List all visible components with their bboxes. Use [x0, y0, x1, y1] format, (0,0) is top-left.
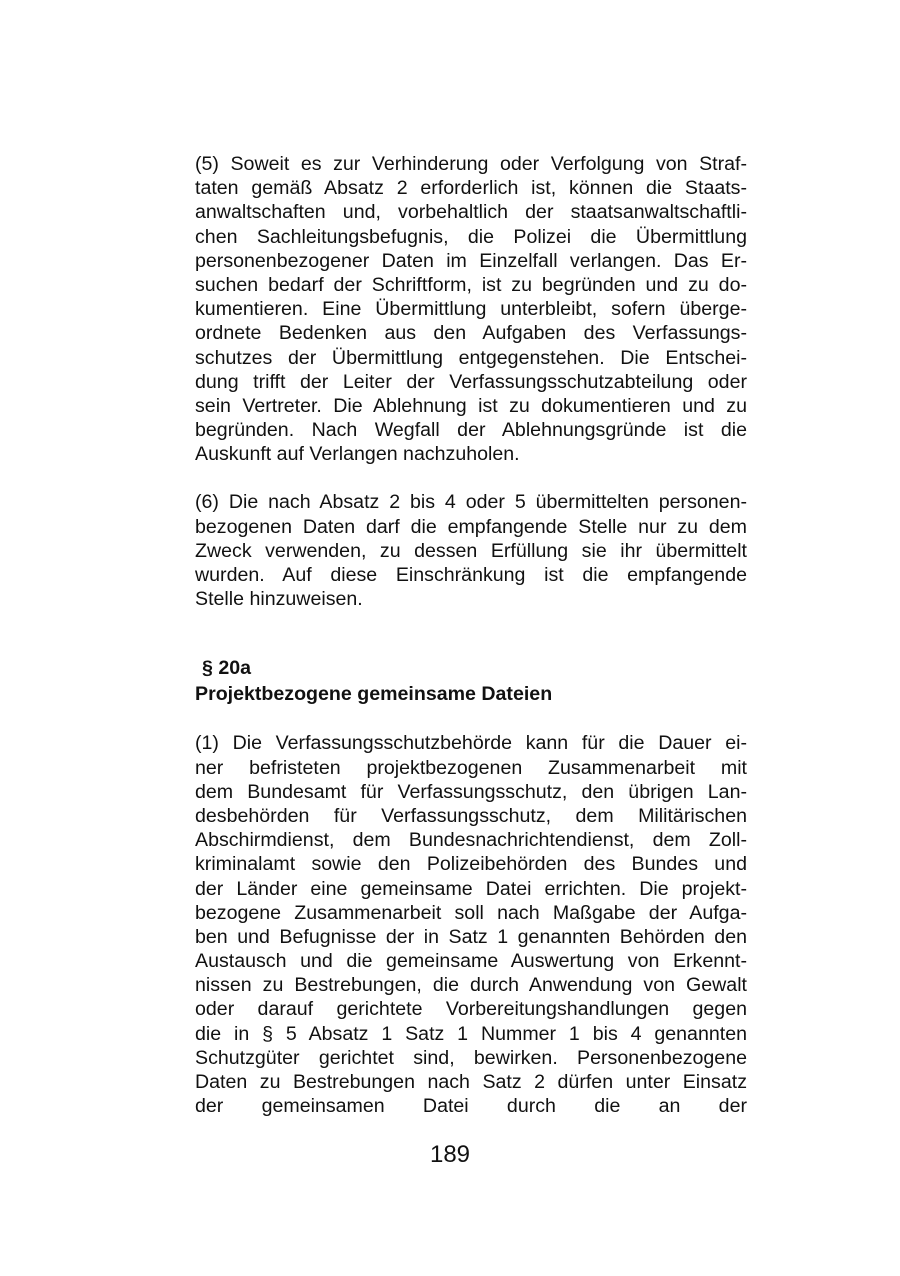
- text-line: ner befristeten projektbezogenen Zusammenarbeit mit: [195, 756, 747, 779]
- text-line: (5) Soweit es zur Verhinderung oder Verfolgung von Straf-: [195, 153, 747, 175]
- text-line: Auskunft auf Verlangen nachzuholen.: [195, 443, 520, 466]
- text-line: Daten zu Bestrebungen nach Satz 2 dürfen unter Einsatz: [195, 1071, 747, 1093]
- text-line: der gemeinsamen Datei durch die an der: [195, 1095, 747, 1118]
- text-line: nissen zu Bestrebungen, die durch Anwendung von Gewalt: [195, 974, 747, 997]
- text-line: suchen bedarf der Schriftform, ist zu begründen und zu do-: [195, 273, 747, 296]
- text-line: sein Vertreter. Die Ablehnung ist zu dokumentieren und zu: [195, 394, 747, 417]
- text-line: anwaltschaften und, vorbehaltlich der staatsanwaltschaftli-: [195, 201, 747, 224]
- page-body: [195, 152, 747, 1118]
- paragraph-6: [195, 490, 747, 611]
- text-line: chen Sachleitungsbefugnis, die Polizei die Übermittlung: [195, 225, 747, 248]
- text-line: Abschirmdienst, dem Bundesnachrichtendienst, dem Zoll-: [195, 829, 747, 852]
- text-line: kumentieren. Eine Übermittlung unterbleibt, sofern überge-: [195, 298, 747, 321]
- text-line: taten gemäß Absatz 2 erforderlich ist, können die Staats-: [195, 177, 747, 200]
- page-number: 189: [429, 1141, 471, 1168]
- text-line: personenbezogener Daten im Einzelfall verlangen. Das Er-: [195, 249, 747, 272]
- text-line: ben und Befugnisse der in Satz 1 genannten Behörden den: [195, 925, 747, 948]
- text-line: wurden. Auf diese Einschränkung ist die empfangende: [195, 564, 747, 586]
- section-number: § 20a: [202, 657, 252, 680]
- text-line: ordnete Bedenken aus den Aufgaben des Verfassungs-: [195, 322, 747, 345]
- text-line: Austausch und die gemeinsame Auswertung von Erkennt-: [195, 950, 747, 973]
- paragraph-5: [195, 152, 747, 466]
- text-line: bezogene Zusammenarbeit soll nach Maßgabe der Aufga-: [195, 901, 747, 924]
- text-line: bezogenen Daten darf die empfangende Stelle nur zu dem: [195, 515, 747, 538]
- text-line: begründen. Nach Wegfall der Ablehnungsgründe ist die: [195, 419, 747, 442]
- text-line: schutzes der Übermittlung entgegenstehen. Die Entschei-: [195, 346, 747, 369]
- text-line: die in § 5 Absatz 1 Satz 1 Nummer 1 bis 4 genannten: [195, 1022, 747, 1045]
- paragraph-20a-1: [195, 731, 747, 1118]
- text-line: (1) Die Verfassungsschutzbehörde kann für die Dauer ei-: [195, 732, 747, 755]
- text-line: Stelle hinzuweisen.: [195, 588, 363, 611]
- text-line: Schutzgüter gerichtet sind, bewirken. Personenbezogene: [195, 1046, 747, 1069]
- text-line: dem Bundesamt für Verfassungsschutz, den übrigen Lan-: [195, 780, 747, 803]
- section-title: Projektbezogene gemeinsame Dateien: [195, 683, 553, 706]
- text-line: desbehörden für Verfassungsschutz, dem Militärischen: [195, 804, 747, 827]
- text-line: kriminalamt sowie den Polizeibehörden des Bundes und: [195, 853, 747, 876]
- text-line: der Länder eine gemeinsame Datei errichten. Die projekt-: [195, 877, 747, 900]
- text-line: dung trifft der Leiter der Verfassungsschutzabteilung oder: [195, 370, 747, 393]
- text-line: oder darauf gerichtete Vorbereitungshandlungen gegen: [195, 998, 747, 1021]
- text-line: (6) Die nach Absatz 2 bis 4 oder 5 übermittelten personen-: [195, 491, 747, 514]
- text-line: Zweck verwenden, zu dessen Erfüllung sie ihr übermittelt: [195, 539, 747, 562]
- section-heading: [195, 655, 747, 707]
